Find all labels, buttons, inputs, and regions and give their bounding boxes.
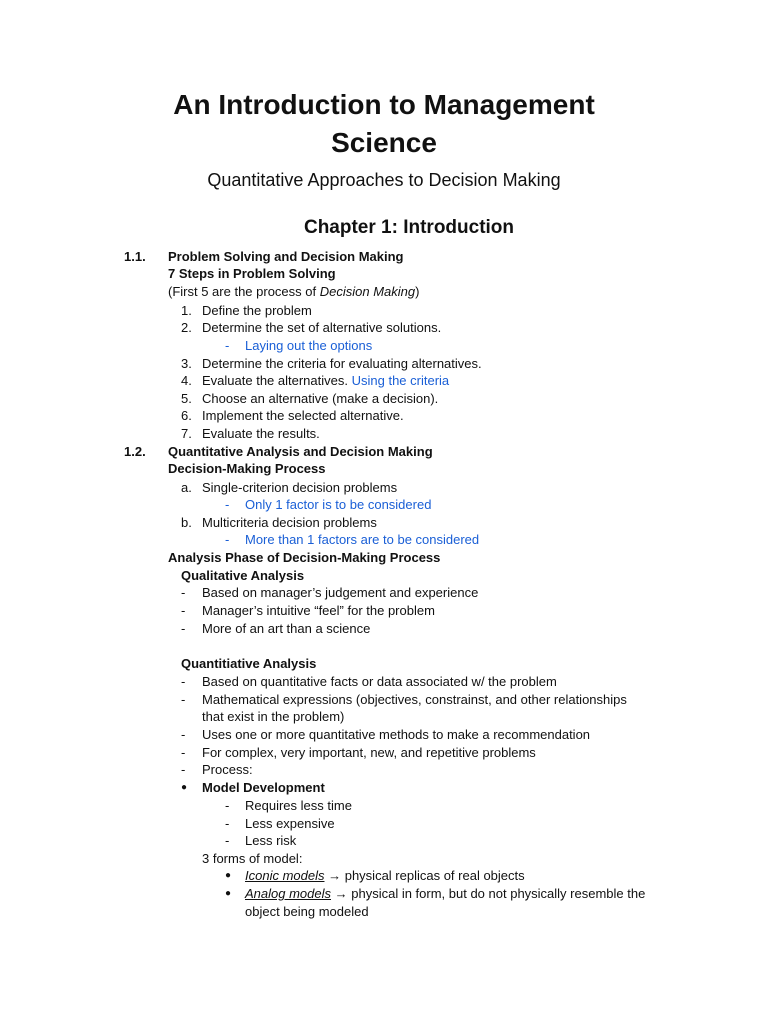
- iconic-term: Iconic models: [245, 868, 325, 883]
- analog-desc: → physical in form, but do not physically resemble the: [334, 886, 646, 901]
- analog-term: Analog models: [245, 886, 331, 901]
- subheading-7-steps: 7 Steps in Problem Solving: [168, 266, 336, 281]
- quant-item: Mathematical expressions (objectives, constrainst, and other relationships: [202, 692, 627, 707]
- step-inline-note: Using the criteria: [351, 373, 450, 388]
- dash-marker: -: [181, 603, 186, 618]
- item-letter: b.: [181, 515, 192, 530]
- bullet-marker: ●: [181, 782, 188, 793]
- quant-item: For complex, very important, new, and repetitive problems: [202, 745, 536, 760]
- iconic-model-line: [245, 867, 525, 884]
- dash-marker: -: [225, 338, 230, 353]
- doc-title-line1: An Introduction to Management: [173, 89, 595, 120]
- quant-item: Process:: [202, 762, 253, 777]
- item-note: Only 1 factor is to be considered: [245, 497, 432, 512]
- quant-item-continued: that exist in the problem): [202, 709, 345, 724]
- dash-marker: -: [225, 798, 230, 813]
- section-number-1-2: 1.2.: [124, 444, 146, 459]
- dash-marker: -: [181, 727, 186, 742]
- step-text-with-note: [202, 372, 449, 389]
- bullet-marker: ●: [225, 870, 232, 881]
- qual-item: More of an art than a science: [202, 621, 371, 636]
- qual-item: Manager’s intuitive “feel” for the problem: [202, 603, 435, 618]
- analog-desc-continued: object being modeled: [245, 904, 369, 919]
- iconic-desc: → physical replicas of real objects: [328, 868, 525, 883]
- item-text: Multicriteria decision problems: [202, 515, 377, 530]
- step2-note: Laying out the options: [245, 338, 373, 353]
- model-development-heading: Model Development: [202, 780, 325, 795]
- step-number: 3.: [181, 356, 192, 371]
- step-text: Evaluate the alternatives.: [202, 373, 348, 388]
- dash-marker: -: [181, 762, 186, 777]
- dash-marker: -: [181, 674, 186, 689]
- dash-marker: -: [225, 497, 230, 512]
- analysis-phase-heading: Analysis Phase of Decision-Making Process: [168, 550, 441, 565]
- dash-marker: -: [225, 532, 230, 547]
- model-item: Requires less time: [245, 798, 352, 813]
- step-text: Evaluate the results.: [202, 426, 320, 441]
- qualitative-heading: Qualitative Analysis: [181, 568, 305, 583]
- note-prefix: (First 5 are the process of: [168, 284, 320, 299]
- step-text: Implement the selected alternative.: [202, 408, 404, 423]
- chapter-heading: Chapter 1: Introduction: [303, 217, 515, 238]
- step-text: Choose an alternative (make a decision).: [202, 391, 439, 406]
- item-note: More than 1 factors are to be considered: [245, 532, 480, 547]
- quant-item: Uses one or more quantitative methods to make a recommendation: [202, 727, 591, 742]
- decision-making-note: [168, 283, 419, 300]
- step-number: 4.: [181, 373, 192, 388]
- model-item: Less risk: [245, 833, 297, 848]
- bullet-marker: ●: [225, 888, 232, 899]
- qual-item: Based on manager’s judgement and experience: [202, 585, 479, 600]
- model-item: Less expensive: [245, 816, 335, 831]
- step-number: 7.: [181, 426, 192, 441]
- step-number: 5.: [181, 391, 192, 406]
- item-text: Single-criterion decision problems: [202, 480, 398, 495]
- dash-marker: -: [181, 745, 186, 760]
- step-text: Determine the set of alternative solutions.: [202, 320, 442, 335]
- doc-subtitle: Quantitative Approaches to Decision Making: [207, 170, 561, 190]
- step-text: Determine the criteria for evaluating alternatives.: [202, 356, 482, 371]
- dash-marker: -: [181, 621, 186, 636]
- item-letter: a.: [181, 480, 192, 495]
- dash-marker: -: [225, 816, 230, 831]
- forms-heading: 3 forms of model:: [202, 851, 303, 866]
- subheading-decision-process: Decision-Making Process: [168, 461, 326, 476]
- step-text: Define the problem: [202, 303, 312, 318]
- section-number-1-1: 1.1.: [124, 249, 146, 264]
- dash-marker: -: [225, 833, 230, 848]
- section-heading-1-1: Problem Solving and Decision Making: [168, 249, 404, 264]
- step-number: 1.: [181, 303, 192, 318]
- dash-marker: -: [181, 692, 186, 707]
- quant-item: Based on quantitative facts or data associated w/ the problem: [202, 674, 557, 689]
- dash-marker: -: [181, 585, 186, 600]
- quantitative-heading: Quantitiative Analysis: [181, 656, 317, 671]
- section-heading-1-2: Quantitative Analysis and Decision Making: [168, 444, 433, 459]
- note-emphasis: Decision Making: [319, 284, 416, 299]
- step-number: 6.: [181, 408, 192, 423]
- doc-title-line2: Science: [331, 127, 437, 158]
- analog-model-line: [245, 885, 645, 902]
- step-number: 2.: [181, 320, 192, 335]
- note-suffix: ): [415, 284, 420, 299]
